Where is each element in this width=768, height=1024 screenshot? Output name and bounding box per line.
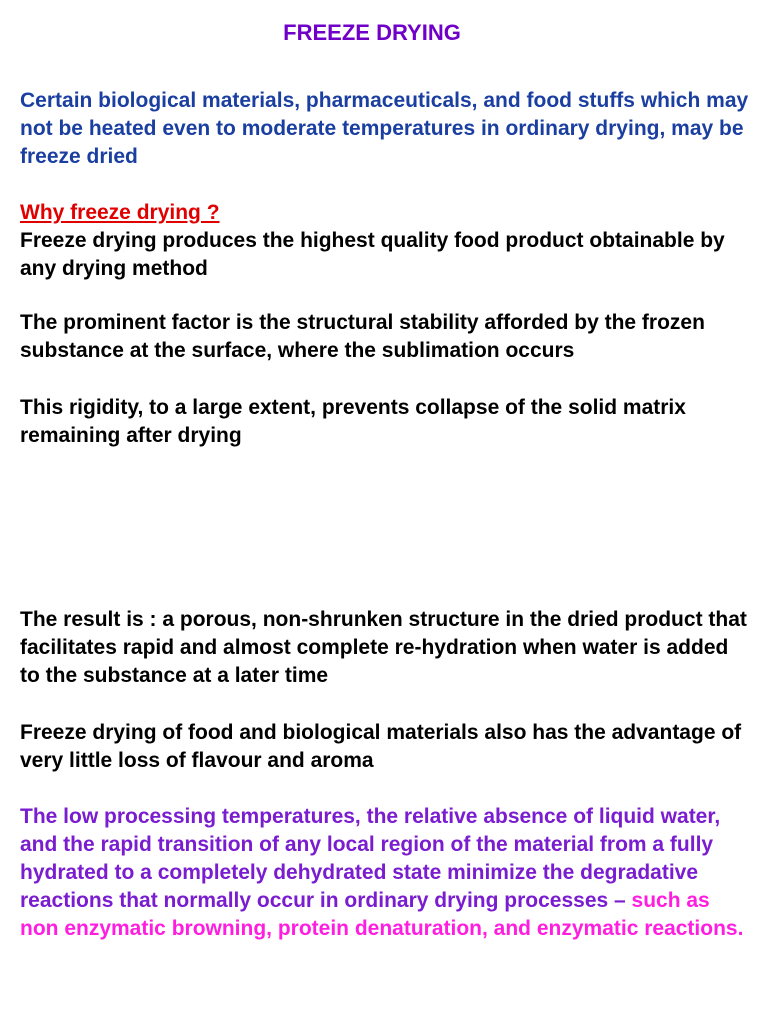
intro-paragraph: Certain biological materials, pharmaceuticals, and food stuffs which may not be heated even to moderate temperatures in ordinary drying, may be freeze dried (20, 89, 749, 168)
why-paragraph: Freeze drying produces the highest quality food product obtainable by any drying method (20, 229, 725, 280)
flavour-paragraph: Freeze drying of food and biological materials also has the advantage of very little loss of flavour and aroma (20, 721, 742, 772)
prominent-factor-paragraph: The prominent factor is the structural stability afforded by the frozen substance at the surface, where the sublimation occurs (20, 311, 705, 362)
result-paragraph: The result is : a porous, non-shrunken structure in the dried product that facilitates rapid and almost complete re-hydration when water is added to the substance at a later time (20, 608, 747, 687)
low-temperature-paragraph (20, 803, 750, 943)
degradation-examples-text: such as non enzymatic browning, protein denaturation, and enzymatic reactions. (20, 889, 744, 940)
why-heading: Why freeze drying ? (20, 201, 220, 224)
low-temperature-text: The low processing temperatures, the relative absence of liquid water, and the rapid transition of any local region of the material from a fully hydrated to a completely dehydrated state minimize the degradative reactions that normally occur in ordinary drying processes – (20, 805, 721, 912)
rigidity-paragraph: This rigidity, to a large extent, prevents collapse of the solid matrix remaining after drying (20, 396, 686, 447)
page-title: FREEZE DRYING (283, 20, 461, 45)
